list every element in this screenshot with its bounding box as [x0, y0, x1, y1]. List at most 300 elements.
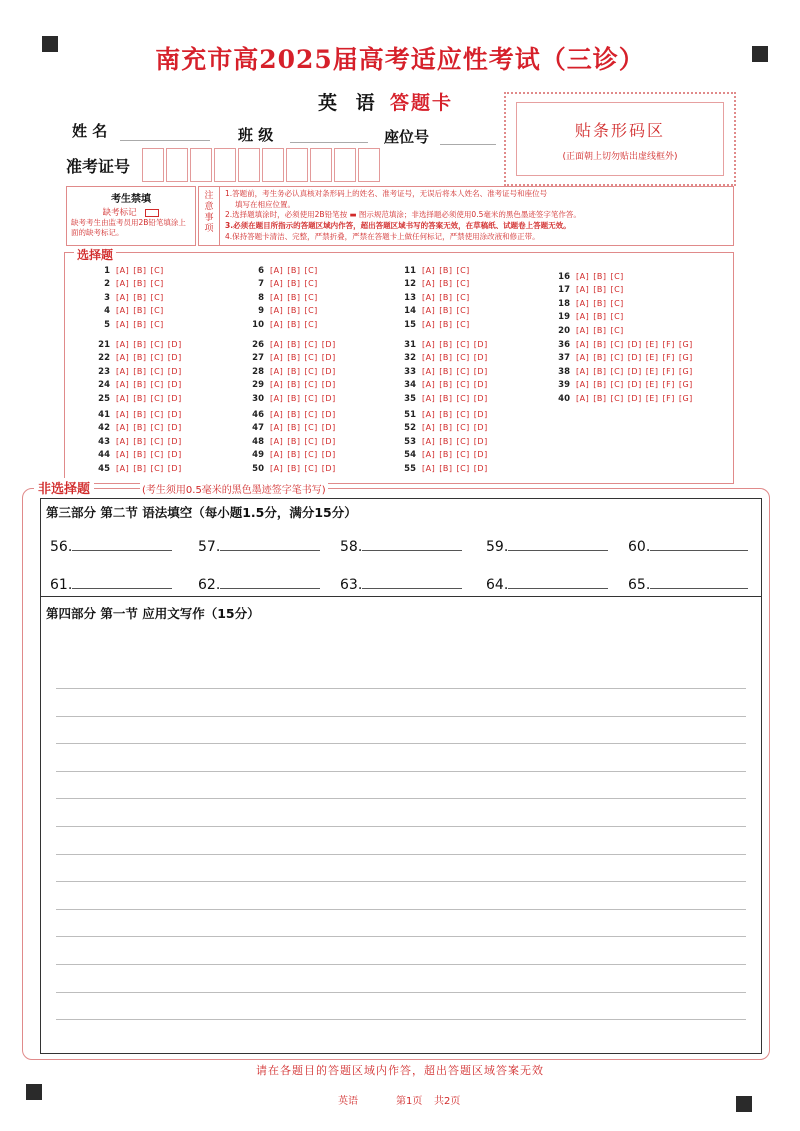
grammar-answer-line[interactable]: [362, 574, 462, 589]
writing-line[interactable]: [56, 688, 746, 689]
writing-line[interactable]: [56, 743, 746, 744]
mcq-option-c[interactable]: [C]: [456, 319, 470, 329]
class-field[interactable]: [290, 124, 368, 143]
mcq-option-d[interactable]: [D]: [627, 340, 642, 349]
mcq-option-d[interactable]: [D]: [321, 463, 336, 473]
mcq-option-a[interactable]: [A]: [270, 319, 284, 329]
mcq-option-b[interactable]: [B]: [593, 298, 607, 308]
mcq-option-c[interactable]: [C]: [610, 298, 624, 308]
mcq-option-b[interactable]: [B]: [439, 266, 453, 275]
mcq-option-c[interactable]: [C]: [610, 380, 624, 390]
mcq-option-a[interactable]: [A]: [270, 306, 284, 316]
grammar-blank-65[interactable]: [628, 574, 748, 593]
grammar-blank-62[interactable]: [198, 574, 320, 593]
mcq-option-c[interactable]: [C]: [304, 292, 318, 302]
mcq-option-b[interactable]: [B]: [439, 319, 453, 329]
mcq-option-a[interactable]: [A]: [422, 380, 436, 390]
mcq-option-b[interactable]: [B]: [593, 325, 607, 335]
mcq-question-number: 11: [404, 266, 416, 276]
seat-field[interactable]: [440, 126, 496, 145]
mcq-option-a[interactable]: [A]: [270, 366, 284, 376]
grammar-answer-line[interactable]: [650, 536, 748, 551]
writing-line[interactable]: [56, 716, 746, 717]
writing-line[interactable]: [56, 881, 746, 882]
mcq-option-f[interactable]: [F]: [662, 393, 675, 403]
mcq-option-b[interactable]: [B]: [287, 380, 301, 390]
mcq-option-b[interactable]: [B]: [287, 319, 301, 329]
mcq-option-a[interactable]: [A]: [270, 436, 284, 446]
mcq-option-d[interactable]: [D]: [321, 340, 336, 349]
mcq-option-b[interactable]: [B]: [133, 366, 147, 376]
grammar-answer-line[interactable]: [72, 536, 172, 551]
mcq-option-b[interactable]: [B]: [439, 410, 453, 419]
mcq-option-c[interactable]: [C]: [456, 463, 470, 473]
mcq-question-26: [244, 340, 340, 350]
mcq-option-b[interactable]: [B]: [287, 279, 301, 289]
mcq-option-d[interactable]: [D]: [627, 380, 642, 390]
mcq-option-b[interactable]: [B]: [287, 410, 301, 419]
mcq-option-c[interactable]: [C]: [456, 393, 470, 403]
writing-line[interactable]: [56, 854, 746, 855]
mcq-question-51: [396, 410, 492, 420]
mcq-question-35: [396, 394, 492, 404]
grammar-blank-61[interactable]: [50, 574, 172, 593]
mcq-option-b[interactable]: [B]: [439, 366, 453, 376]
grammar-answer-line[interactable]: [362, 536, 462, 551]
mcq-option-c[interactable]: [C]: [150, 436, 164, 446]
mcq-option-c[interactable]: [C]: [304, 436, 318, 446]
mcq-option-c[interactable]: [C]: [610, 366, 624, 376]
mcq-option-d[interactable]: [D]: [321, 393, 336, 403]
mcq-option-c[interactable]: [C]: [456, 366, 470, 376]
mcq-option-d[interactable]: [D]: [627, 393, 642, 403]
mcq-option-c[interactable]: [C]: [304, 410, 318, 419]
mcq-option-b[interactable]: [B]: [439, 306, 453, 316]
mcq-option-a[interactable]: [A]: [576, 285, 590, 295]
mcq-question-number: 8: [258, 292, 264, 303]
mcq-title: 选择题: [74, 246, 116, 263]
grammar-blank-60[interactable]: [628, 536, 748, 555]
absent-note: 缺考考生由监考员用2B铅笔填涂上面的缺考标记。: [71, 218, 186, 237]
mcq-option-c[interactable]: [C]: [610, 353, 624, 363]
mcq-option-g[interactable]: [G]: [678, 340, 693, 349]
mcq-option-d[interactable]: [D]: [167, 340, 182, 349]
mcq-option-c[interactable]: [C]: [304, 353, 318, 363]
mcq-option-d[interactable]: [D]: [473, 380, 488, 390]
mcq-option-c[interactable]: [C]: [610, 272, 624, 281]
mcq-option-b[interactable]: [B]: [593, 393, 607, 403]
mcq-option-b[interactable]: [B]: [593, 366, 607, 376]
mcq-option-f[interactable]: [F]: [662, 340, 675, 349]
mcq-option-d[interactable]: [D]: [167, 366, 182, 376]
mcq-option-b[interactable]: [B]: [133, 266, 147, 275]
mcq-option-c[interactable]: [C]: [610, 393, 624, 403]
mcq-question-47: [244, 423, 340, 433]
mcq-option-b[interactable]: [B]: [287, 306, 301, 316]
mcq-option-d[interactable]: [D]: [167, 423, 182, 433]
mcq-question-number: 1: [104, 266, 110, 276]
mcq-option-a[interactable]: [A]: [422, 279, 436, 289]
mcq-option-c[interactable]: [C]: [456, 292, 470, 302]
mcq-option-a[interactable]: [A]: [270, 340, 284, 349]
mcq-option-c[interactable]: [C]: [150, 319, 164, 329]
grammar-answer-line[interactable]: [650, 574, 748, 589]
mcq-option-b[interactable]: [B]: [133, 410, 147, 419]
mcq-option-a[interactable]: [A]: [576, 272, 590, 281]
mcq-option-c[interactable]: [C]: [304, 279, 318, 289]
mcq-option-a[interactable]: [A]: [576, 298, 590, 308]
mcq-option-c[interactable]: [C]: [304, 319, 318, 329]
mcq-question-3: [90, 293, 168, 303]
mcq-option-b[interactable]: [B]: [133, 319, 147, 329]
mcq-option-b[interactable]: [B]: [439, 423, 453, 433]
mcq-option-b[interactable]: [B]: [133, 436, 147, 446]
mcq-option-a[interactable]: [A]: [422, 266, 436, 275]
mcq-option-a[interactable]: [A]: [422, 292, 436, 302]
grammar-blank-64[interactable]: [486, 574, 608, 593]
mcq-option-a[interactable]: [A]: [422, 306, 436, 316]
grammar-blank-number: 59.: [486, 539, 509, 555]
mcq-option-c[interactable]: [C]: [304, 423, 318, 433]
mcq-option-b[interactable]: [B]: [287, 463, 301, 473]
mcq-option-d[interactable]: [D]: [321, 450, 336, 460]
mcq-option-d[interactable]: [D]: [167, 436, 182, 446]
mcq-option-a[interactable]: [A]: [116, 340, 130, 349]
mcq-option-d[interactable]: [D]: [473, 366, 488, 376]
mcq-option-a[interactable]: [A]: [270, 380, 284, 390]
mcq-question-number: 21: [98, 340, 110, 350]
mcq-option-a[interactable]: [A]: [116, 423, 130, 433]
mcq-option-c[interactable]: [C]: [456, 450, 470, 460]
grammar-answer-line[interactable]: [220, 536, 320, 551]
mcq-option-b[interactable]: [B]: [593, 312, 607, 322]
mcq-option-a[interactable]: [A]: [116, 450, 130, 460]
mcq-option-a[interactable]: [A]: [422, 319, 436, 329]
writing-line[interactable]: [56, 826, 746, 827]
mcq-option-a[interactable]: [A]: [576, 340, 590, 349]
mcq-option-b[interactable]: [B]: [287, 366, 301, 376]
mcq-option-a[interactable]: [A]: [270, 463, 284, 473]
mcq-option-g[interactable]: [G]: [678, 393, 693, 403]
grammar-blank-number: 58.: [340, 539, 363, 555]
mcq-option-a[interactable]: [A]: [270, 292, 284, 302]
mcq-option-b[interactable]: [B]: [593, 285, 607, 295]
writing-line[interactable]: [56, 1019, 746, 1020]
mcq-option-f[interactable]: [F]: [662, 353, 675, 363]
mcq-option-c[interactable]: [C]: [150, 450, 164, 460]
mcq-option-b[interactable]: [B]: [439, 353, 453, 363]
mcq-question-number: 29: [252, 380, 264, 391]
mcq-option-a[interactable]: [A]: [116, 380, 130, 390]
footer-subject: 英语: [338, 1096, 358, 1107]
mcq-option-e[interactable]: [E]: [645, 366, 659, 376]
mcq-option-c[interactable]: [C]: [150, 463, 164, 473]
mcq-option-b[interactable]: [B]: [133, 306, 147, 316]
mcq-option-b[interactable]: [B]: [133, 353, 147, 363]
mcq-option-d[interactable]: [D]: [321, 353, 336, 363]
mcq-option-b[interactable]: [B]: [439, 450, 453, 460]
mcq-option-c[interactable]: [C]: [610, 312, 624, 322]
mcq-option-g[interactable]: [G]: [678, 353, 693, 363]
mcq-option-b[interactable]: [B]: [133, 393, 147, 403]
mcq-option-g[interactable]: [G]: [678, 366, 693, 376]
grammar-blank-number: 64.: [486, 577, 509, 593]
mcq-option-d[interactable]: [D]: [627, 366, 642, 376]
mcq-option-e[interactable]: [E]: [645, 340, 659, 349]
mcq-option-a[interactable]: [A]: [270, 450, 284, 460]
writing-line[interactable]: [56, 936, 746, 937]
grammar-answer-line[interactable]: [72, 574, 172, 589]
mcq-question-46: [244, 410, 340, 420]
mcq-option-c[interactable]: [C]: [150, 292, 164, 302]
mcq-option-a[interactable]: [A]: [270, 353, 284, 363]
mcq-option-d[interactable]: [D]: [627, 353, 642, 363]
mcq-option-c[interactable]: [C]: [150, 266, 164, 275]
mcq-option-b[interactable]: [B]: [287, 266, 301, 275]
mcq-option-c[interactable]: [C]: [304, 393, 318, 403]
mcq-question-53: [396, 437, 492, 447]
mcq-option-c[interactable]: [C]: [456, 306, 470, 316]
mcq-option-a[interactable]: [A]: [116, 366, 130, 376]
mcq-option-a[interactable]: [A]: [422, 463, 436, 473]
mcq-option-b[interactable]: [B]: [287, 423, 301, 433]
mcq-option-c[interactable]: [C]: [456, 410, 470, 419]
mcq-question-number: 40: [558, 393, 570, 404]
mcq-option-b[interactable]: [B]: [439, 393, 453, 403]
mcq-question-5: [90, 320, 168, 330]
mcq-option-b[interactable]: [B]: [133, 340, 147, 349]
mcq-option-a[interactable]: [A]: [270, 266, 284, 275]
grammar-answer-line[interactable]: [508, 574, 608, 589]
mcq-option-d[interactable]: [D]: [167, 463, 182, 473]
mcq-question-number: 49: [252, 450, 264, 461]
mcq-option-d[interactable]: [D]: [167, 353, 182, 363]
mcq-option-e[interactable]: [E]: [645, 353, 659, 363]
mcq-question-20: [550, 326, 628, 336]
mcq-option-c[interactable]: [C]: [610, 325, 624, 335]
grammar-answer-line[interactable]: [220, 574, 320, 589]
mcq-option-a[interactable]: [A]: [116, 306, 130, 316]
mcq-option-a[interactable]: [A]: [576, 380, 590, 390]
mcq-option-b[interactable]: [B]: [133, 450, 147, 460]
mcq-question-55: [396, 464, 492, 474]
mcq-option-a[interactable]: [A]: [116, 292, 130, 302]
mcq-option-a[interactable]: [A]: [116, 279, 130, 289]
mcq-option-a[interactable]: [A]: [270, 279, 284, 289]
mcq-question-number: 25: [98, 393, 110, 404]
mcq-question-number: 27: [252, 353, 264, 364]
mcq-option-d[interactable]: [D]: [473, 410, 488, 419]
mcq-option-c[interactable]: [C]: [304, 450, 318, 460]
mcq-option-d[interactable]: [D]: [473, 423, 488, 433]
grammar-blank-63[interactable]: [340, 574, 462, 593]
mcq-option-a[interactable]: [A]: [422, 340, 436, 349]
mcq-option-d[interactable]: [D]: [473, 393, 488, 403]
mcq-option-d[interactable]: [D]: [473, 340, 488, 349]
writing-line[interactable]: [56, 964, 746, 965]
mcq-option-c[interactable]: [C]: [150, 366, 164, 376]
mcq-option-c[interactable]: [C]: [456, 380, 470, 390]
mcq-option-a[interactable]: [A]: [422, 353, 436, 363]
mcq-option-b[interactable]: [B]: [439, 436, 453, 446]
mcq-option-c[interactable]: [C]: [150, 423, 164, 433]
mcq-question-49: [244, 450, 340, 460]
mcq-option-c[interactable]: [C]: [150, 393, 164, 403]
mcq-option-d[interactable]: [D]: [321, 380, 336, 390]
mcq-question-43: [90, 437, 186, 447]
mcq-option-a[interactable]: [A]: [422, 450, 436, 460]
mcq-option-f[interactable]: [F]: [662, 380, 675, 390]
mcq-option-c[interactable]: [C]: [456, 423, 470, 433]
mcq-option-c[interactable]: [C]: [304, 366, 318, 376]
mcq-option-d[interactable]: [D]: [473, 353, 488, 363]
mcq-option-a[interactable]: [A]: [116, 463, 130, 473]
mcq-option-b[interactable]: [B]: [439, 279, 453, 289]
mcq-option-c[interactable]: [C]: [150, 279, 164, 289]
mcq-option-c[interactable]: [C]: [150, 340, 164, 349]
mcq-option-a[interactable]: [A]: [422, 410, 436, 419]
writing-line[interactable]: [56, 992, 746, 993]
grammar-blank-number: 65.: [628, 577, 651, 593]
mcq-option-c[interactable]: [C]: [304, 266, 318, 275]
grammar-blank-number: 61.: [50, 577, 73, 593]
mcq-option-c[interactable]: [C]: [304, 380, 318, 390]
mcq-option-c[interactable]: [C]: [150, 306, 164, 316]
mcq-option-a[interactable]: [A]: [576, 353, 590, 363]
mcq-option-b[interactable]: [B]: [287, 340, 301, 349]
absent-mark-box[interactable]: [145, 209, 159, 217]
mcq-option-d[interactable]: [D]: [473, 463, 488, 473]
mcq-option-b[interactable]: [B]: [133, 463, 147, 473]
mcq-question-38: [550, 367, 697, 377]
mcq-option-g[interactable]: [G]: [678, 380, 693, 390]
mcq-option-d[interactable]: [D]: [167, 410, 182, 419]
mcq-option-a[interactable]: [A]: [576, 366, 590, 376]
mcq-option-d[interactable]: [D]: [167, 380, 182, 390]
mcq-option-d[interactable]: [D]: [167, 393, 182, 403]
mcq-option-a[interactable]: [A]: [116, 436, 130, 446]
mcq-option-d[interactable]: [D]: [167, 450, 182, 460]
mcq-question-13: [396, 293, 474, 303]
mcq-option-a[interactable]: [A]: [422, 423, 436, 433]
mcq-option-e[interactable]: [E]: [645, 393, 659, 403]
mcq-question-number: 47: [252, 423, 264, 434]
mcq-option-d[interactable]: [D]: [473, 450, 488, 460]
writing-line[interactable]: [56, 771, 746, 772]
absent-mark-label: 缺考标记: [102, 208, 137, 218]
seat-label: 座位号: [384, 128, 430, 146]
mcq-option-a[interactable]: [A]: [576, 312, 590, 322]
grammar-blank-59[interactable]: [486, 536, 608, 555]
mcq-option-c[interactable]: [C]: [456, 353, 470, 363]
mcq-option-c[interactable]: [C]: [150, 353, 164, 363]
mcq-option-c[interactable]: [C]: [304, 306, 318, 316]
mcq-option-b[interactable]: [B]: [133, 423, 147, 433]
mcq-question-29: [244, 380, 340, 390]
grammar-blank-56[interactable]: [50, 536, 172, 555]
mcq-option-a[interactable]: [A]: [270, 393, 284, 403]
mcq-option-b[interactable]: [B]: [287, 436, 301, 446]
mcq-question-number: 14: [404, 306, 416, 317]
mcq-option-e[interactable]: [E]: [645, 380, 659, 390]
exam-title: 南充市高2025届高考适应性考试（三诊）: [155, 45, 645, 74]
grammar-blank-58[interactable]: [340, 536, 462, 555]
mcq-option-b[interactable]: [B]: [593, 353, 607, 363]
mcq-option-d[interactable]: [D]: [473, 436, 488, 446]
mcq-option-c[interactable]: [C]: [304, 340, 318, 349]
mcq-option-b[interactable]: [B]: [133, 292, 147, 302]
mcq-option-c[interactable]: [C]: [456, 436, 470, 446]
mcq-option-c[interactable]: [C]: [456, 279, 470, 289]
grammar-blank-number: 63.: [340, 577, 363, 593]
mcq-option-a[interactable]: [A]: [270, 423, 284, 433]
mcq-option-d[interactable]: [D]: [321, 410, 336, 419]
mcq-option-c[interactable]: [C]: [456, 266, 470, 275]
mcq-option-a[interactable]: [A]: [116, 353, 130, 363]
examiner-only-box: [66, 186, 196, 246]
mcq-option-b[interactable]: [B]: [593, 380, 607, 390]
mcq-option-b[interactable]: [B]: [593, 272, 607, 281]
mcq-option-b[interactable]: [B]: [133, 380, 147, 390]
mcq-option-b[interactable]: [B]: [287, 353, 301, 363]
mcq-question-31: [396, 340, 492, 350]
mcq-option-a[interactable]: [A]: [422, 436, 436, 446]
mcq-option-a[interactable]: [A]: [116, 393, 130, 403]
mcq-option-d[interactable]: [D]: [321, 366, 336, 376]
mcq-option-a[interactable]: [A]: [576, 393, 590, 403]
grammar-blank-57[interactable]: [198, 536, 320, 555]
mcq-question-4: [90, 306, 168, 316]
mcq-option-d[interactable]: [D]: [321, 423, 336, 433]
mcq-option-a[interactable]: [A]: [576, 325, 590, 335]
mcq-option-b[interactable]: [B]: [439, 340, 453, 349]
mcq-option-b[interactable]: [B]: [593, 340, 607, 349]
mcq-option-c[interactable]: [C]: [150, 410, 164, 419]
grammar-answer-line[interactable]: [508, 536, 608, 551]
name-field[interactable]: [120, 122, 210, 141]
mcq-option-c[interactable]: [C]: [610, 340, 624, 349]
mcq-option-a[interactable]: [A]: [270, 410, 284, 419]
notes-box: [198, 186, 734, 246]
mcq-option-b[interactable]: [B]: [287, 450, 301, 460]
mcq-option-f[interactable]: [F]: [662, 366, 675, 376]
mcq-option-a[interactable]: [A]: [422, 366, 436, 376]
mcq-option-b[interactable]: [B]: [287, 393, 301, 403]
mcq-option-a[interactable]: [A]: [116, 266, 130, 275]
mcq-question-33: [396, 367, 492, 377]
mcq-option-c[interactable]: [C]: [610, 285, 624, 295]
mcq-option-c[interactable]: [C]: [456, 340, 470, 349]
mcq-question-54: [396, 450, 492, 460]
mcq-question-number: 37: [558, 353, 570, 364]
mcq-option-b[interactable]: [B]: [439, 292, 453, 302]
mcq-option-d[interactable]: [D]: [321, 436, 336, 446]
mcq-option-a[interactable]: [A]: [116, 319, 130, 329]
class-label: 班 级: [238, 126, 274, 144]
writing-line[interactable]: [56, 909, 746, 910]
mcq-option-b[interactable]: [B]: [287, 292, 301, 302]
mcq-option-b[interactable]: [B]: [439, 380, 453, 390]
mcq-option-c[interactable]: [C]: [150, 380, 164, 390]
mcq-question-number: 46: [252, 410, 264, 420]
mcq-question-number: 9: [258, 306, 264, 317]
writing-line[interactable]: [56, 798, 746, 799]
mcq-option-b[interactable]: [B]: [133, 279, 147, 289]
mcq-option-a[interactable]: [A]: [422, 393, 436, 403]
mcq-option-c[interactable]: [C]: [304, 463, 318, 473]
mcq-option-a[interactable]: [A]: [116, 410, 130, 419]
mcq-option-b[interactable]: [B]: [439, 463, 453, 473]
